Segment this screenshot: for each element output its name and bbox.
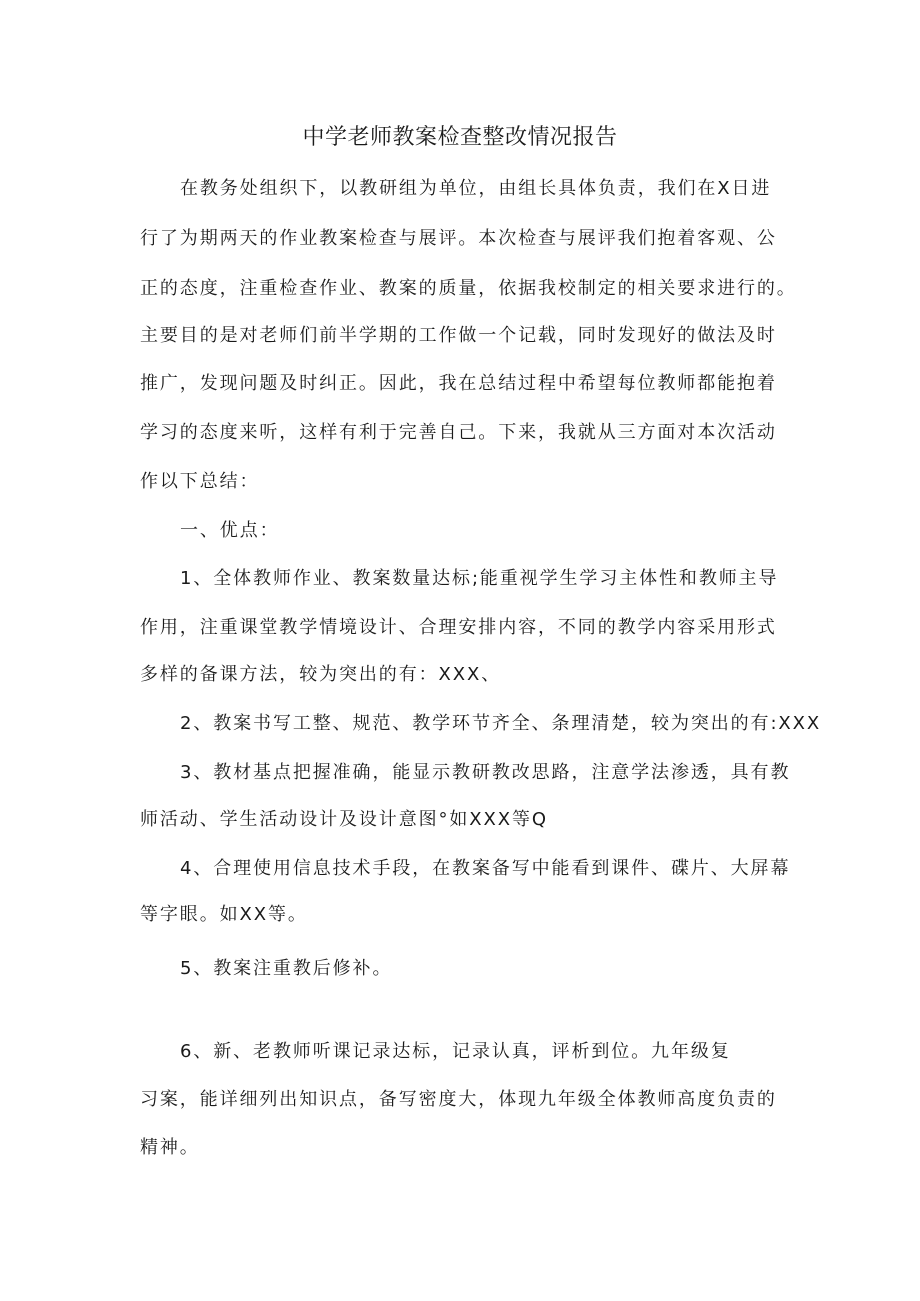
list-item-line: 6、新、老教师听课记录达标，记录认真，评析到位。九年级复 (180, 1041, 731, 1062)
list-item-line: 2、教案书写工整、规范、教学环节齐全、条理清楚，较为突出的有:XXX (180, 713, 822, 734)
list-item-line: 作用，注重课堂教学情境设计、合理安排内容，不同的教学内容采用形式 (140, 617, 777, 638)
document-title: 中学老师教案检查整改情况报告 (302, 125, 618, 150)
paragraph-line: 作以下总结： (140, 471, 260, 492)
paragraph-line: 推广，发现问题及时纠正。因此，我在总结过程中希望每位教师都能抱着 (140, 373, 777, 394)
list-item-line: 1、全体教师作业、教案数量达标;能重视学生学习主体性和教师主导 (180, 568, 779, 589)
list-item-line: 3、教材基点把握准确，能显示教研教改思路，注意学法渗透，具有教 (180, 762, 791, 783)
list-item-line: 5、教案注重教后修补。 (180, 958, 393, 979)
paragraph-line: 主要目的是对老师们前半学期的工作做一个记载，同时发现好的做法及时 (140, 325, 777, 346)
list-item-line: 习案，能详细列出知识点，备写密度大，体现九年级全体教师高度负责的 (140, 1089, 777, 1110)
paragraph-line: 正的态度，注重检查作业、教案的质量，依据我校制定的相关要求进行的。 (140, 278, 797, 299)
list-item-line: 师活动、学生活动设计及设计意图°如XXX等Q (140, 809, 548, 830)
paragraph-line: 在教务处组织下，以教研组为单位，由组长具体负责，我们在X日进 (180, 178, 772, 199)
section-heading: 一、优点： (180, 520, 280, 541)
list-item-line: 多样的备课方法，较为突出的有：XXX、 (140, 664, 502, 685)
list-item-line: 精神。 (140, 1137, 200, 1158)
paragraph-line: 行了为期两天的作业教案检查与展评。本次检查与展评我们抱着客观、公 (140, 228, 777, 249)
paragraph-line: 学习的态度来听，这样有利于完善自己。下来，我就从三方面对本次活动 (140, 422, 777, 443)
list-item-line: 4、合理使用信息技术手段，在教案备写中能看到课件、碟片、大屏幕 (180, 858, 791, 879)
list-item-line: 等字眼。如XX等。 (140, 904, 308, 925)
